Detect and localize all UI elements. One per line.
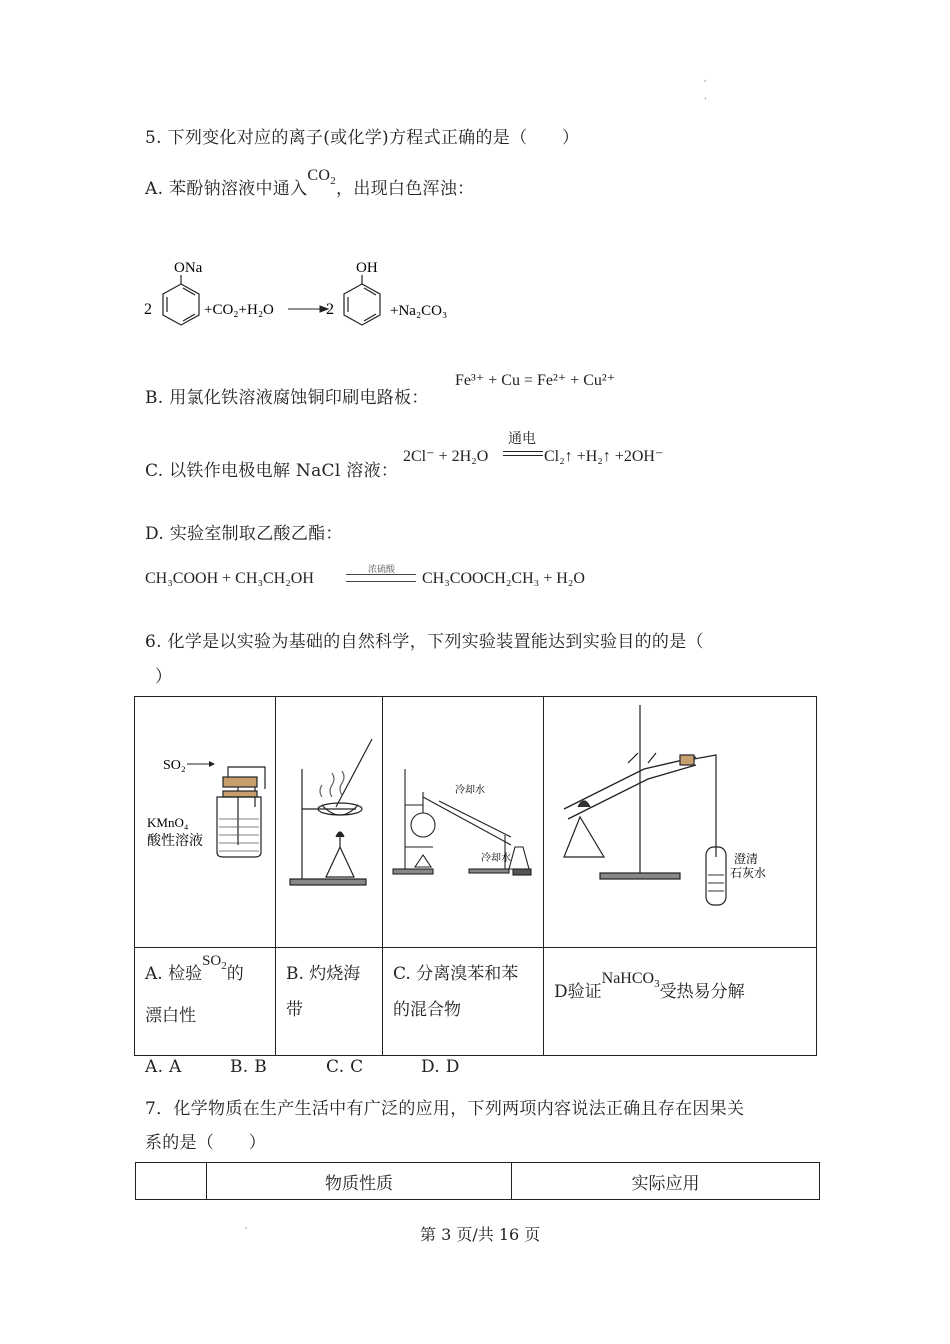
distillation-figure	[383, 697, 543, 943]
q5-c-condition: 通电	[508, 431, 536, 447]
figure-d-cell	[544, 697, 817, 948]
q5-option-c: C. 以铁作电极电解 NaCl 溶液：	[145, 461, 399, 481]
q5-option-b: B. 用氯化铁溶液腐蚀铜印刷电路板：	[145, 388, 429, 408]
figure-b-cell	[276, 697, 383, 948]
kmno4-label: KMnO₄	[147, 815, 189, 830]
q6-option-a: A. A	[145, 1057, 182, 1077]
benzene-ring-1	[163, 275, 199, 325]
eq-coef-1: 2	[144, 301, 152, 318]
eq-middle: +CO₂+H₂O	[204, 302, 274, 318]
cooling-water-label-2: 冷却水	[481, 853, 511, 864]
oh-label: OH	[356, 260, 378, 276]
solution-lines	[219, 819, 259, 851]
eq-end: +Na₂CO₃	[390, 303, 448, 319]
q6-stem-line2: ）	[155, 667, 173, 687]
q5-b-equation: Fe³⁺ + Cu = Fe²⁺ + Cu²⁺	[455, 372, 616, 389]
q5-option-d: D. 实验室制取乙酸乙酯：	[145, 524, 343, 544]
q7-col-property: 物质性质	[207, 1163, 512, 1200]
so2-label: SO₂	[163, 758, 186, 773]
q6-stem-line1: 6. 化学是以实验为基础的自然科学，下列实验装置能达到实验目的的是（	[145, 632, 704, 652]
gas-washing-bottle-figure	[135, 697, 275, 943]
experiment-table	[134, 696, 817, 1056]
footer-mark: ˛	[244, 1220, 249, 1230]
reversible-arrow	[346, 574, 416, 582]
q5-d-eq-right: CH₃COOCH₂CH₃ + H₂O	[422, 570, 585, 587]
reaction-arrow	[288, 306, 328, 312]
q5-option-a	[145, 167, 475, 201]
q5-a-suffix: ，出现白色浑浊：	[336, 179, 475, 199]
page-number: 第 3 页/共 16 页	[420, 1225, 541, 1244]
figure-c-cell	[383, 697, 544, 948]
q6-option-d: D. D	[421, 1057, 460, 1077]
q7-stem-line2: 系的是（ ）	[145, 1133, 267, 1153]
corner-mark: .	[704, 92, 707, 102]
caption-d: D验证NaHCO$_3$受热易分解	[544, 948, 817, 1056]
figure-a-cell	[135, 697, 276, 948]
ona-label: ONa	[174, 260, 203, 276]
q5-c-eq-left: 2Cl⁻ + 2H₂O	[403, 448, 489, 465]
caption-b: B. 灼烧海 带	[276, 948, 383, 1056]
limewater-label-1: 澄清	[734, 852, 759, 866]
q7-table	[135, 1162, 820, 1200]
bottle	[217, 767, 265, 857]
caption-a: A. 检验$SO_2$的 漂白性	[135, 948, 276, 1056]
q5-d-condition: 浓硫酸	[368, 565, 396, 575]
cooling-water-label-1: 冷却水	[455, 785, 485, 796]
equals-condition-lines	[503, 451, 543, 456]
corner-mark: ˛	[703, 73, 708, 83]
q5-a-text: A. 苯酚钠溶液中通入	[145, 179, 308, 199]
phenoxide-equation	[140, 252, 480, 342]
q6-option-b: B. B	[230, 1057, 267, 1077]
q7-col-application: 实际应用	[512, 1163, 820, 1200]
heating-tube-figure	[544, 697, 816, 943]
q5-c-eq-right: Cl₂↑ +H₂↑ +2OH⁻	[544, 448, 664, 465]
q5-d-eq-left: CH₃COOH + CH₃CH₂OH	[145, 570, 314, 587]
acid-solution-label: 酸性溶液	[147, 834, 203, 849]
q6-option-c: C. C	[326, 1057, 364, 1077]
co2-formula: $CO_2$	[307, 167, 337, 187]
q7-col-blank	[136, 1163, 207, 1200]
q5-stem: 5. 下列变化对应的离子(或化学)方程式正确的是（ ）	[145, 128, 580, 148]
benzene-ring-2	[344, 275, 380, 325]
limewater-label-2: 石灰水	[730, 866, 767, 880]
caption-c: C. 分离溴苯和苯 的混合物	[383, 948, 544, 1056]
q7-stem-line1: 7．化学物质在生产生活中有广泛的应用，下列两项内容说法正确且存在因果关	[145, 1099, 745, 1119]
evaporating-dish-figure	[276, 697, 382, 943]
eq-coef-2: 2	[326, 301, 334, 318]
